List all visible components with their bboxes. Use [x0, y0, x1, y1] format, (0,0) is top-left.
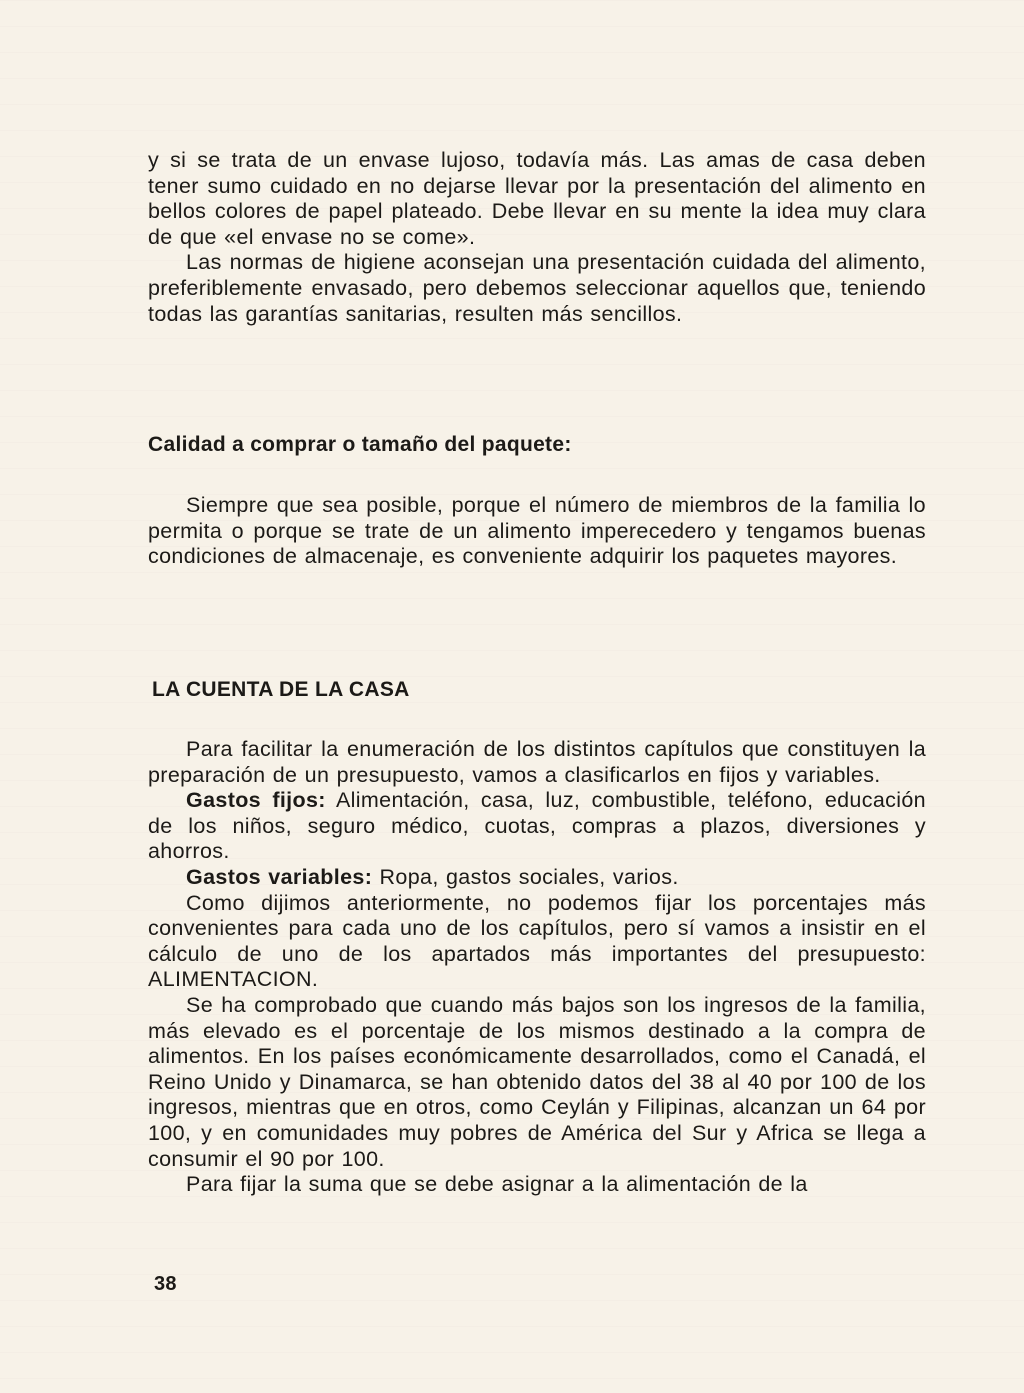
income-paragraph: Se ha comprobado que cuando más bajos son los ingresos de la familia, más elevado es el porcentaje de los mismos destinado a la compra de alimentos. En los países económicamente desarrollados, como el Canadá, el Reino Unido y Dinamarca, se han obtenido datos del 38 al 40 por 100 de los ingresos, mientras que en otros, como Ceylán y Filipinas, alcanzan un 64 por 100, y en comunidades muy pobres de América del Sur y Africa se llega a consumir el 90 por 100. [148, 992, 926, 1171]
section-heading-quality: Calidad a comprar o tamaño del paquete: [148, 433, 572, 456]
section-heading-account: LA CUENTA DE LA CASA [152, 678, 410, 701]
account-intro-paragraph: Para facilitar la enumeración de los distintos capítulos que constituyen la preparación de un presupuesto, vamos a clasificarlos en fijos y variables. [148, 737, 926, 787]
percentages-paragraph: Como dijimos anteriormente, no podemos fijar los porcentajes más convenientes para cada uno de los capítulos, pero sí vamos a insistir en el cálculo de uno de los apartados más importantes del presupuesto: ALIMENTACION. [148, 890, 926, 992]
intro-block [148, 148, 926, 327]
fixed-expenses-text: Alimentación, casa, luz, combustible, teléfono, educación de los niños, seguro médico, cuotas, compras a plazos, diversiones y ahorros. [148, 788, 926, 864]
account-block [148, 737, 926, 1198]
intro-paragraph-hygiene: Las normas de higiene aconsejan una presentación cuidada del alimento, preferiblemente envasado, pero debemos seleccionar aquellos que, teniendo todas las garantías sanitarias, resulten más sencillos. [148, 250, 926, 326]
quality-paragraph: Siempre que sea posible, porque el número de miembros de la familia lo permita o porque se trate de un alimento imperecedero y tengamos buenas condiciones de almacenaje, es conveniente adquirir los paquetes mayores. [148, 493, 926, 569]
fixed-expenses-label: Gastos fijos: [186, 788, 326, 813]
intro-paragraph-continuation: y si se trata de un envase lujoso, todavía más. Las amas de casa deben tener sumo cuidado en no dejarse llevar por la presentación del alimento en bellos colores de papel plateado. Debe llevar en su mente la idea muy clara de que «el envase no se come». [148, 148, 926, 249]
page-number: 38 [154, 1273, 177, 1295]
closing-paragraph: Para fijar la suma que se debe asignar a la alimentación de la [186, 1172, 808, 1197]
fixed-expenses-paragraph [148, 788, 926, 865]
variable-expenses-paragraph [148, 865, 926, 891]
variable-expenses-label: Gastos variables: [186, 864, 373, 889]
variable-expenses-text: Ropa, gastos sociales, varios. [372, 864, 679, 889]
quality-block [148, 493, 926, 570]
